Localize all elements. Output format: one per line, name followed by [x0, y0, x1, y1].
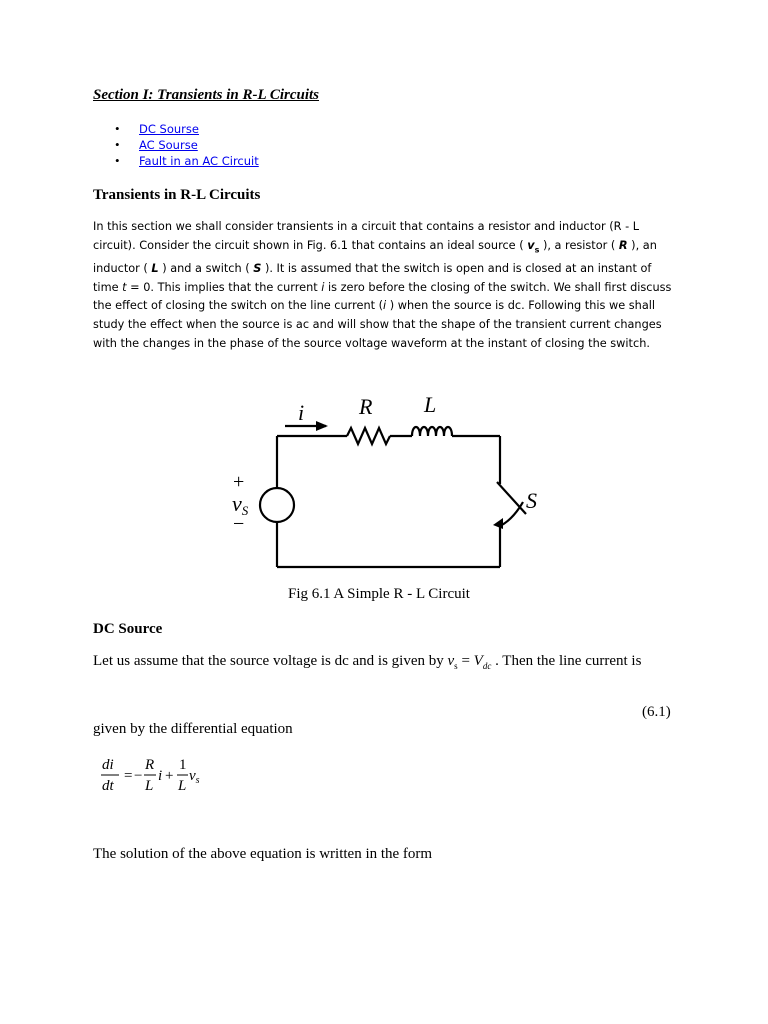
- eq-lhs-numerator: di: [102, 757, 114, 773]
- resistor-label: R: [359, 394, 373, 419]
- heading-dc-source: DC Source: [93, 621, 163, 637]
- bullet-icon: •: [115, 137, 120, 152]
- eq-equals: =: [124, 768, 133, 784]
- equation-number: (6.1): [642, 704, 671, 720]
- switch-blade: [497, 482, 526, 514]
- eq-frac2-numerator: 1: [179, 757, 187, 773]
- source-minus-label: −: [233, 513, 245, 535]
- table-of-contents: [115, 121, 259, 169]
- bullet-icon: •: [115, 153, 120, 168]
- eq-frac1-denominator: L: [145, 778, 154, 794]
- eq-frac2-denominator: L: [178, 778, 187, 794]
- switch-label: S: [526, 488, 537, 513]
- current-arrow-icon: [316, 421, 328, 431]
- differential-equation: [100, 756, 220, 798]
- rl-circuit-diagram: [220, 390, 560, 580]
- eq-plus: +: [165, 768, 174, 784]
- toc-item-fault-ac: [115, 153, 259, 169]
- inductor-label: L: [424, 392, 437, 417]
- eq-frac1-numerator: R: [145, 757, 155, 773]
- eq-minus: −: [134, 768, 143, 784]
- resistor-symbol: [347, 428, 390, 444]
- toc-link-fault-ac[interactable]: Fault in an AC Circuit: [139, 154, 259, 168]
- section-title: Section I: Transients in R-L Circuits: [93, 87, 320, 103]
- dc-source-paragraph-3: The solution of the above equation is written in the form: [93, 846, 433, 862]
- switch-arc: [500, 502, 523, 526]
- bullet-icon: •: [115, 121, 120, 136]
- intro-paragraph: In this section we shall consider transients in a circuit that contains a resistor and inductor (R - L circuit). Consider the circuit shown in Fig. 6.1 that contains an ideal source ( $v_s$ ), a resistor ( R ), an inductor ( L ) and a switch ( S ). It is assumed that the switch is open and is closed at an instant of time t = 0. This implies that the current i is zero before the closing of the switch. We shall first discuss the effect of closing the switch on the line current (i ) when the source is dc. Following this we shall study the effect when the source is ac and will show that the shape of the transient current changes with the changes in the phase of the source voltage waveform at the instant of closing the switch.: [93, 220, 672, 351]
- dc-source-paragraph-1: Let us assume that the source voltage is dc and is given by $v_s = V_{dc}$ . Then the line current is: [93, 653, 642, 671]
- current-label: i: [298, 400, 305, 425]
- eq-var-v: $v_s$: [189, 768, 200, 786]
- source-symbol: [260, 488, 294, 522]
- source-label: vS: [232, 491, 249, 518]
- toc-item-ac-source: [115, 137, 259, 153]
- dc-source-paragraph-2: given by the differential equation: [93, 721, 293, 737]
- eq-lhs-denominator: dt: [102, 778, 114, 794]
- heading-transients: Transients in R-L Circuits: [93, 187, 261, 203]
- eq-var-i: i: [158, 768, 163, 784]
- toc-item-dc-source: [115, 121, 259, 137]
- inductor-symbol: [412, 427, 452, 436]
- switch-arrow-icon: [493, 518, 503, 529]
- toc-link-dc-source[interactable]: DC Sourse: [139, 122, 199, 136]
- source-plus-label: +: [233, 471, 245, 493]
- figure-caption: Fig 6.1 A Simple R - L Circuit: [288, 586, 470, 602]
- toc-link-ac-source[interactable]: AC Sourse: [139, 138, 198, 152]
